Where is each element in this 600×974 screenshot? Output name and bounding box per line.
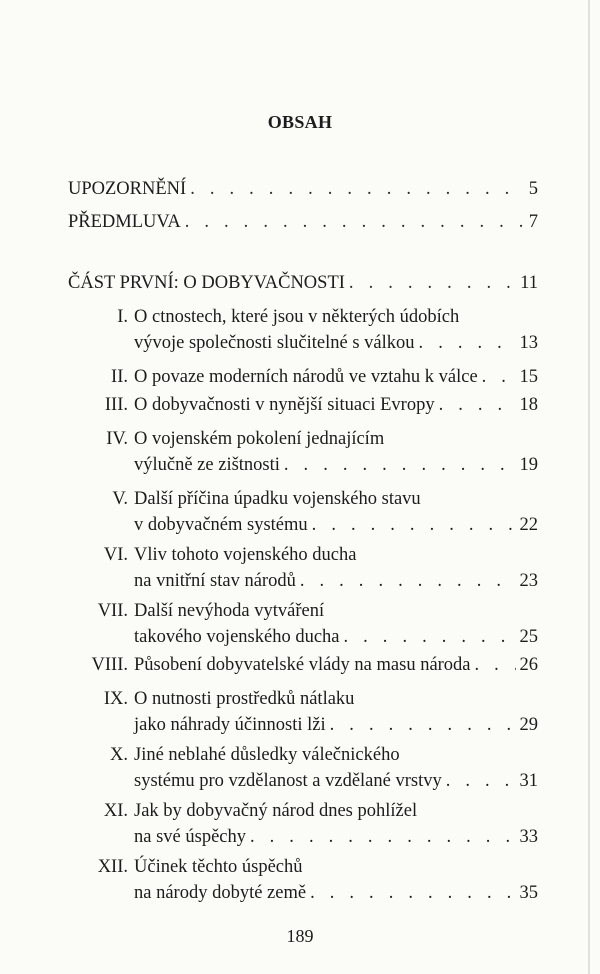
chapter-number: V. [112, 489, 128, 509]
dot-leader [300, 568, 516, 594]
chapter-number: III. [104, 395, 128, 415]
toc-entry-label: UPOZORNĚNÍ [68, 179, 187, 199]
chapter-title-text: vývoje společnosti slučitelné s válkou [134, 333, 415, 353]
chapter-title-text: Jak by dobyvačný národ dnes pohlížel [134, 801, 418, 821]
chapter-title-line [134, 392, 538, 418]
chapter-title-text: Jiné neblahé důsledky válečnického [134, 745, 400, 765]
chapter-title-line [134, 742, 538, 768]
chapter-title-text: Účinek těchto úspěchů [134, 857, 303, 877]
chapter-title-text: takového vojenského ducha [134, 627, 340, 647]
chapter-title-line [134, 712, 538, 738]
chapter-title-line [134, 880, 538, 906]
chapter-number: II. [111, 367, 128, 387]
chapter-title-line [134, 364, 538, 390]
dot-leader [312, 512, 516, 538]
dot-leader [310, 880, 515, 906]
toc-entry-page: 5 [528, 179, 538, 199]
chapter-title-text: Vliv tohoto vojenského ducha [134, 545, 357, 565]
dot-leader [419, 330, 516, 356]
dot-leader [284, 452, 516, 478]
chapter-title-text: Působení dobyvatelské vlády na masu národa [134, 655, 471, 675]
chapter-title-text: systému pro vzdělanost a vzdělané vrstvy [134, 771, 442, 791]
dot-leader [439, 392, 516, 418]
page-edge-shadow [588, 0, 590, 974]
toc-title: OBSAH [267, 112, 333, 132]
toc-entry-label: PŘEDMLUVA [68, 212, 181, 232]
chapter-page: 22 [519, 515, 538, 535]
chapter-number: VII. [97, 601, 128, 621]
chapter-page: 15 [519, 367, 538, 387]
chapter-title-text: na své úspěchy [134, 827, 246, 847]
toc-entry-predmluva [68, 209, 538, 235]
chapter-title-text: O ctnostech, které jsou v některých údobích [134, 307, 460, 327]
chapter-page: 18 [519, 395, 538, 415]
chapter-title-text: na národy dobyté země [134, 883, 307, 903]
chapter-title-text: O povaze moderních národů ve vztahu k válce [134, 367, 478, 387]
chapter-title-line [134, 568, 538, 594]
dot-leader [482, 364, 516, 390]
chapter-title-line [134, 426, 538, 452]
chapter-number: XII. [97, 857, 128, 877]
chapter-title-text: na vnitřní stav národů [134, 571, 296, 591]
chapter-title-line [134, 798, 538, 824]
chapter-title-line [134, 854, 538, 880]
chapter-title-line [134, 542, 538, 568]
chapter-title-text: v dobyvačném systému [134, 515, 308, 535]
toc-entry-page: 7 [528, 212, 538, 232]
chapter-title-text: O nutnosti prostředků nátlaku [134, 689, 355, 709]
dot-leader [475, 652, 516, 678]
chapter-page: 25 [519, 627, 538, 647]
chapter-page: 29 [519, 715, 538, 735]
chapter-title-text: O dobyvačnosti v nynější situaci Evropy [134, 395, 435, 415]
dot-leader [330, 712, 516, 738]
chapter-page: 23 [519, 571, 538, 591]
chapter-title-text: výlučně ze zištnosti [134, 455, 280, 475]
chapter-title-line [134, 330, 538, 356]
chapter-number: VI. [103, 545, 128, 565]
chapter-page: 31 [519, 771, 538, 791]
page-number: 189 [286, 926, 314, 946]
chapter-title-text: Další nevýhoda vytváření [134, 601, 325, 621]
toc-entry-label: ČÁST PRVNÍ: O DOBYVAČNOSTI [68, 273, 345, 293]
dot-leader [446, 768, 516, 794]
chapter-title-line [134, 652, 538, 678]
chapter-title-line [134, 512, 538, 538]
chapter-title-text: Další příčina úpadku vojenského stavu [134, 489, 421, 509]
toc-part-heading [68, 270, 538, 296]
chapter-number: IV. [106, 429, 128, 449]
chapter-number: X. [110, 745, 128, 765]
chapter-title-text: O vojenském pokolení jednajícím [134, 429, 385, 449]
toc-entry-page: 11 [520, 273, 538, 293]
chapter-title-line [134, 624, 538, 650]
chapter-page: 26 [519, 655, 538, 675]
chapter-title-line [134, 304, 538, 330]
chapter-number: XI. [103, 801, 128, 821]
dot-leader [185, 209, 525, 235]
chapter-title-line [134, 686, 538, 712]
dot-leader [349, 270, 516, 296]
chapter-page: 35 [519, 883, 538, 903]
chapter-title-line [134, 486, 538, 512]
chapter-number: VIII. [91, 655, 128, 675]
chapter-page: 33 [519, 827, 538, 847]
chapter-title-line [134, 598, 538, 624]
chapter-title-line [134, 768, 538, 794]
chapter-page: 13 [519, 333, 538, 353]
toc-entry-upozorneni [68, 176, 538, 202]
chapter-page: 19 [519, 455, 538, 475]
chapter-title-line [134, 824, 538, 850]
chapter-title-text: jako náhrady účinnosti lži [134, 715, 326, 735]
chapter-number: I. [117, 307, 128, 327]
dot-leader [190, 176, 525, 202]
chapter-title-line [134, 452, 538, 478]
dot-leader [344, 624, 516, 650]
chapter-number: IX. [103, 689, 128, 709]
dot-leader [250, 824, 516, 850]
